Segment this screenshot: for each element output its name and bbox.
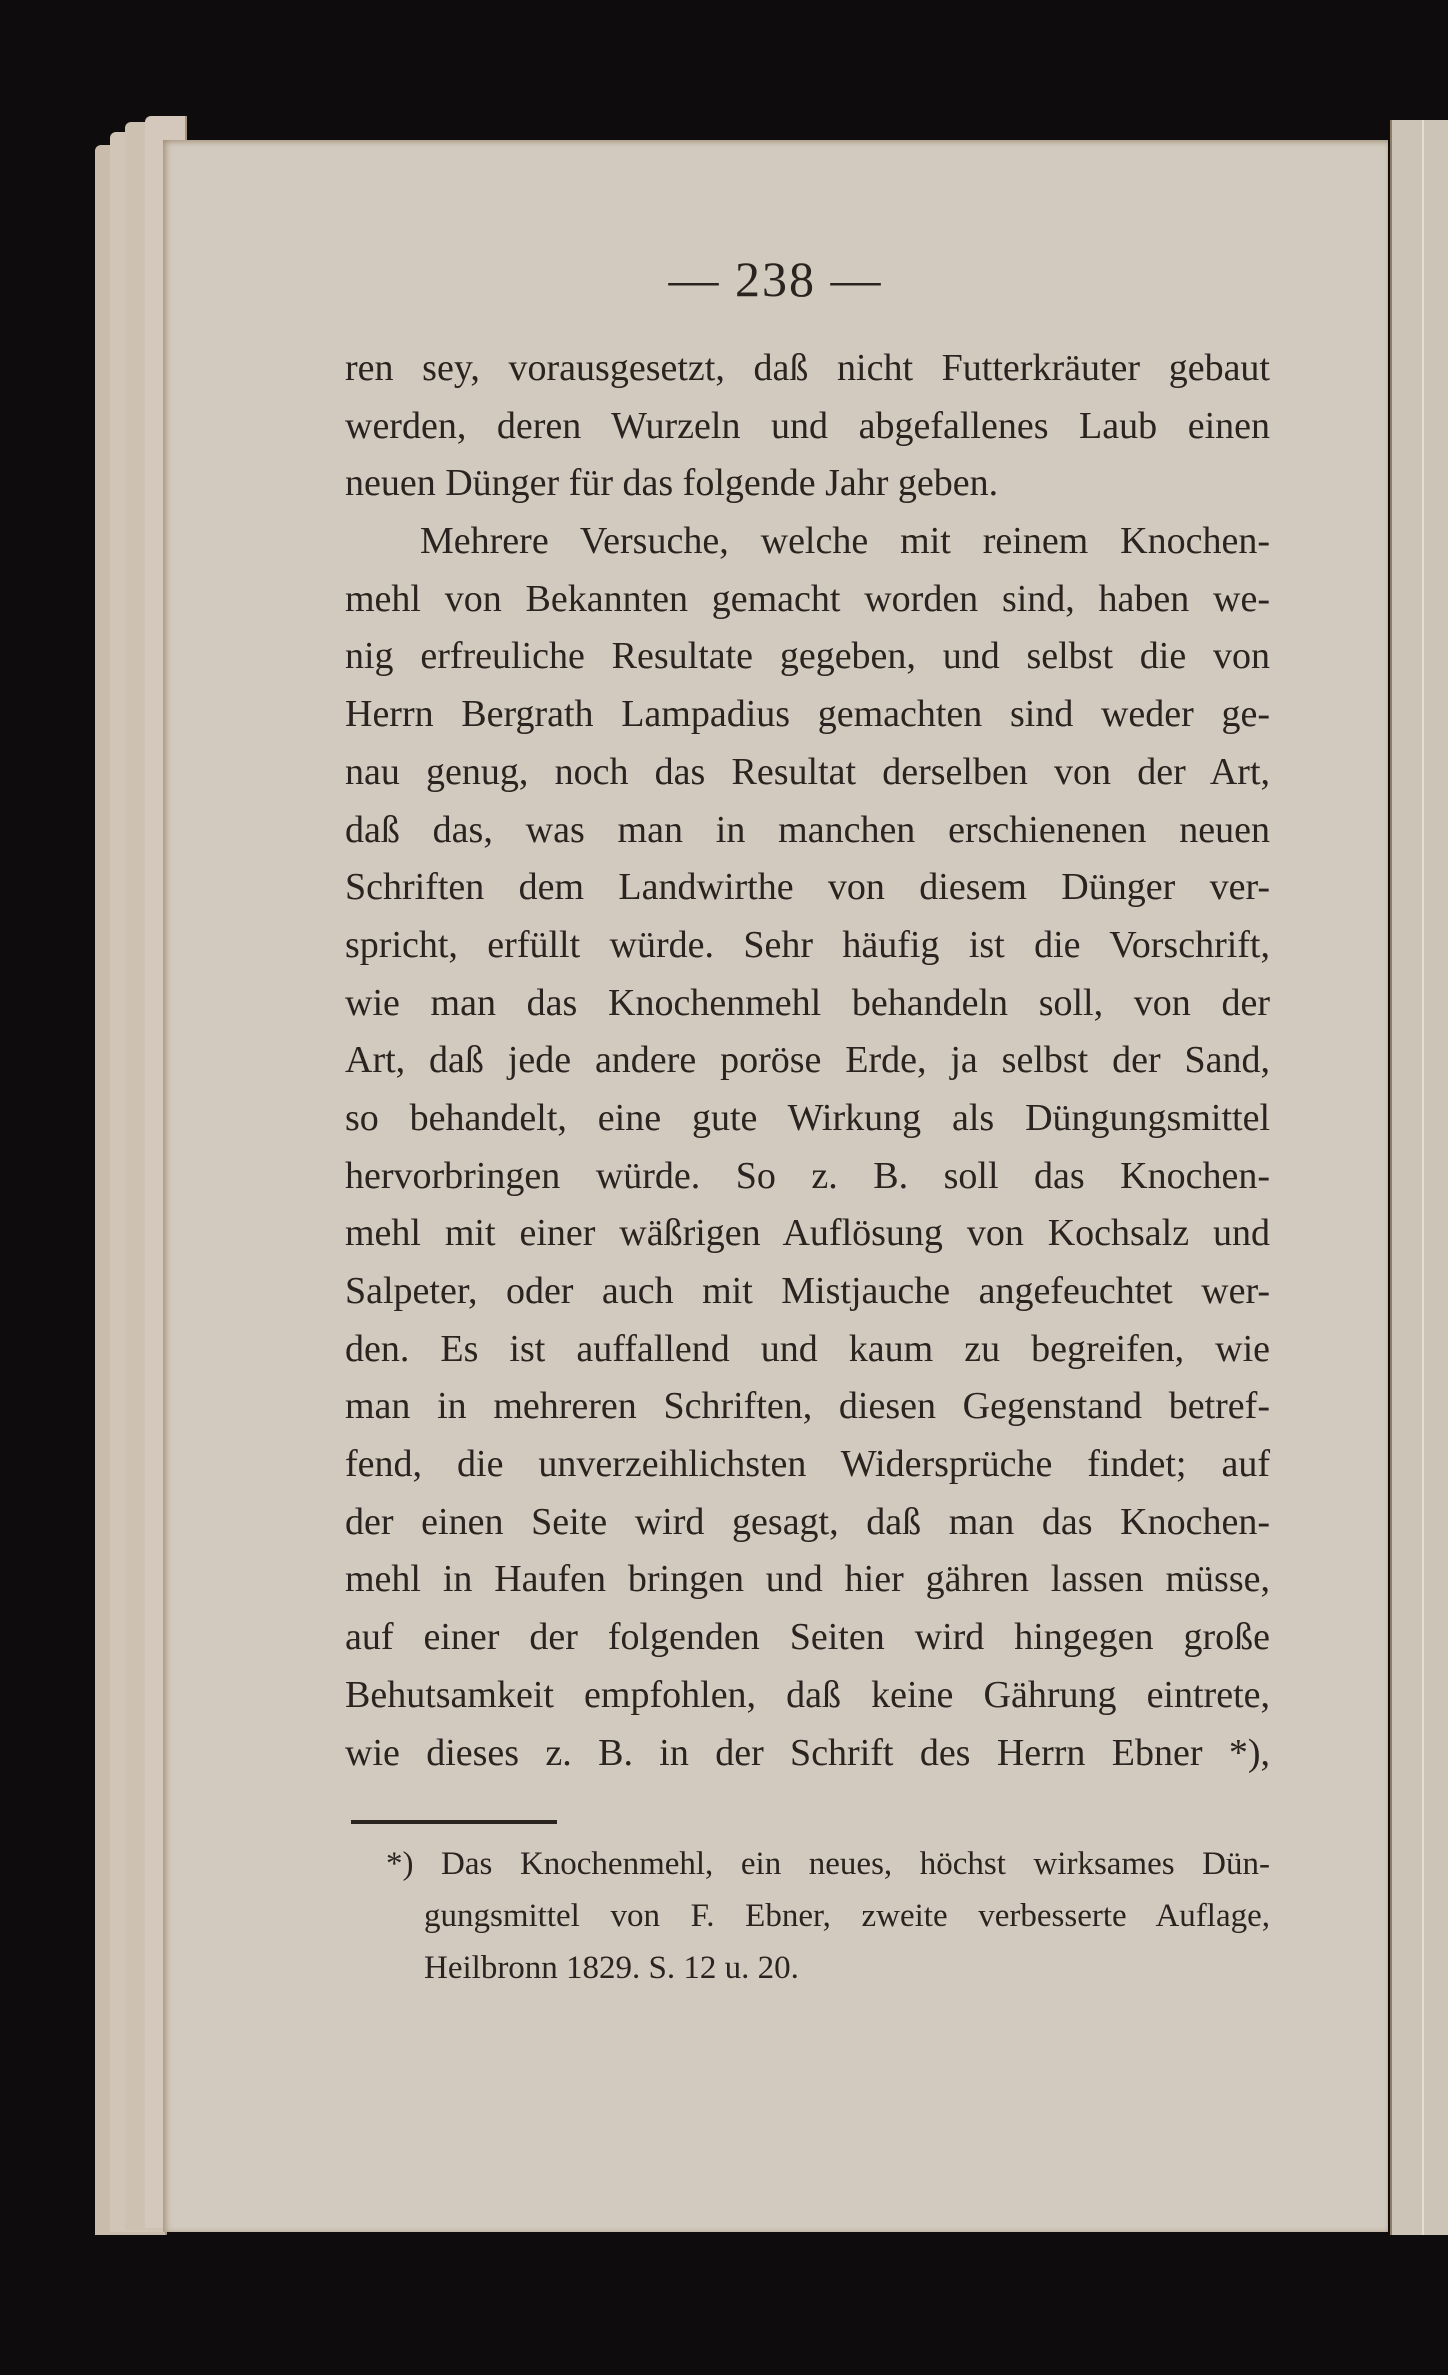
text-line: mehl von Bekannten gemacht worden sind, haben we- bbox=[345, 577, 1270, 620]
text-line: werden, deren Wurzeln und abgefallenes Laub einen bbox=[345, 404, 1270, 447]
text-line: mehl in Haufen bringen und hier gähren lassen müsse, bbox=[345, 1558, 1270, 1601]
text-line: nau genug, noch das Resultat derselben von der Art, bbox=[345, 750, 1270, 793]
text-line: spricht, erfüllt würde. Sehr häufig ist die Vorschrift, bbox=[345, 923, 1270, 966]
next-page-edge bbox=[1390, 120, 1448, 2235]
text-line: Schriften dem Landwirthe von diesem Dünger ver- bbox=[345, 866, 1270, 909]
text-line: der einen Seite wird gesagt, daß man das Knochen- bbox=[345, 1500, 1270, 1543]
text-line: man in mehreren Schriften, diesen Gegenstand betref- bbox=[345, 1385, 1270, 1428]
text-line: hervorbringen würde. So z. B. soll das Knochen- bbox=[345, 1154, 1270, 1197]
text-line: auf einer der folgenden Seiten wird hingegen große bbox=[345, 1616, 1270, 1659]
text-line: ren sey, vorausgesetzt, daß nicht Futterkräuter gebaut bbox=[345, 347, 1270, 389]
text-line: Salpeter, oder auch mit Mistjauche angefeuchtet wer- bbox=[345, 1270, 1270, 1312]
page-number: — 238 — bbox=[668, 251, 883, 307]
text-line: Mehrere Versuche, welche mit reinem Knochen- bbox=[420, 520, 1270, 563]
footnote-line: Heilbronn 1829. S. 12 u. 20. bbox=[424, 1950, 799, 1986]
footnote-line: *) Das Knochenmehl, ein neues, höchst wirksames Dün- bbox=[386, 1846, 1270, 1882]
text-line: wie dieses z. B. in der Schrift des Herrn Ebner *), bbox=[345, 1731, 1270, 1774]
text-line: Art, daß jede andere poröse Erde, ja selbst der Sand, bbox=[345, 1039, 1270, 1082]
text-line: den. Es ist auffallend und kaum zu begreifen, wie bbox=[345, 1327, 1270, 1370]
footnote-divider bbox=[351, 1820, 557, 1824]
footnote bbox=[386, 1838, 1270, 1994]
text-line: so behandelt, eine gute Wirkung als Düngungsmittel bbox=[345, 1096, 1270, 1139]
footnote-line: gungsmittel von F. Ebner, zweite verbesserte Auflage, bbox=[424, 1898, 1270, 1934]
text-line: nig erfreuliche Resultate gegeben, und selbst die von bbox=[345, 635, 1270, 678]
text-line: fend, die unverzeihlichsten Widersprüche findet; auf bbox=[345, 1443, 1270, 1486]
body-text bbox=[345, 340, 1270, 1782]
text-line: daß das, was man in manchen erschienenen neuen bbox=[345, 808, 1270, 851]
text-line: mehl mit einer wäßrigen Auflösung von Kochsalz und bbox=[345, 1212, 1270, 1255]
text-line: Behutsamkeit empfohlen, daß keine Gährung eintrete, bbox=[345, 1673, 1270, 1716]
text-line: Herrn Bergrath Lampadius gemachten sind weder ge- bbox=[345, 693, 1270, 736]
text-line: wie man das Knochenmehl behandeln soll, von der bbox=[345, 981, 1270, 1024]
text-line: neuen Dünger für das folgende Jahr geben. bbox=[345, 462, 999, 505]
